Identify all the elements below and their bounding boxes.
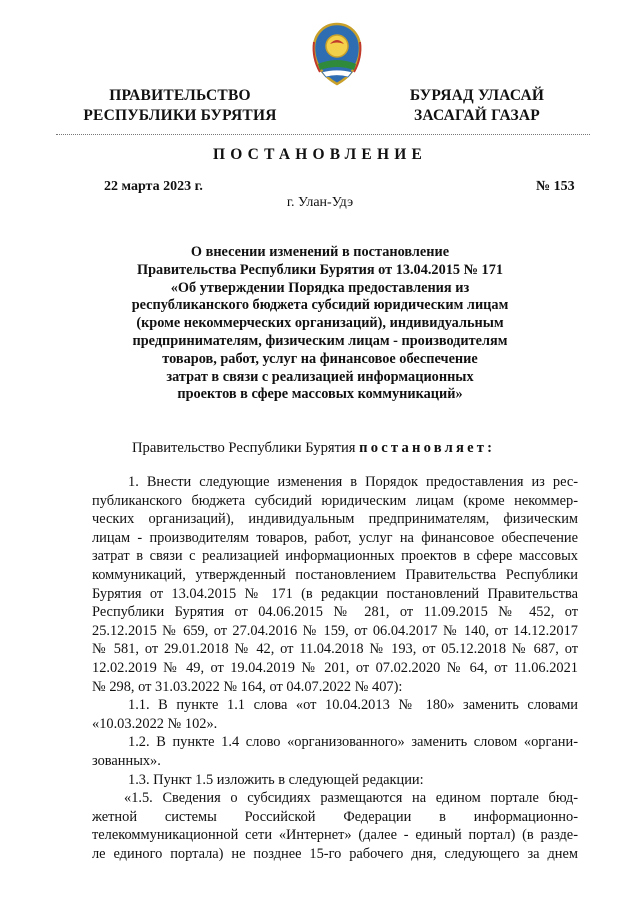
document-date: 22 марта 2023 г.: [104, 179, 203, 194]
body-line: № 581, от 29.01.2018 № 42, от 11.04.2018 № 193, от 05.12.2018 № 687, от: [92, 641, 578, 658]
body-line: ческих организаций), индивидуальным предпринимателям, физическим: [92, 511, 578, 528]
document-title: [90, 244, 550, 404]
body-line: Бурятия от 13.04.2015 № 171 (в редакции постановлений Правительства: [92, 585, 578, 602]
title-line: О внесении изменений в постановление: [190, 244, 450, 260]
body-line: 1.3. Пункт 1.5 изложить в следующей редакции:: [128, 771, 424, 788]
title-line: «Об утверждении Порядка предоставления из: [170, 279, 470, 296]
body-line: 1.1. В пункте 1.1 слова «от 10.04.2013 № 180» заменить словами: [128, 697, 578, 714]
body-line: Республики Бурятия от 04.06.2015 № 281, от 11.09.2015 № 452, от: [92, 604, 578, 621]
title-line: предпринимателям, физическим лицам - производителям: [132, 332, 508, 349]
title-line: республиканского бюджета субсидий юридическим лицам: [131, 297, 509, 314]
header-left: [80, 86, 280, 126]
title-line: товаров, работ, услуг на финансовое обеспечение: [162, 350, 478, 367]
document-body: [92, 473, 578, 863]
body-line: затрат в связи с реализацией информационных проектов в сфере массовых: [92, 548, 578, 565]
body-line: «1.5. Сведения о субсидиях размещаются на едином портале бюд-: [124, 790, 578, 807]
body-line: жетной системы Российской Федерации в информационно-: [92, 808, 578, 825]
body-line: 25.12.2015 № 659, от 27.04.2016 № 159, от 06.04.2017 № 140, от 14.12.2017: [92, 622, 578, 639]
body-line: публиканского бюджета субсидий юридическим лицам (кроме некоммер-: [92, 492, 578, 509]
header-divider: [56, 134, 590, 135]
body-line: 1.2. В пункте 1.4 слово «организованного» заменить словом «органи-: [128, 734, 578, 751]
body-line: зованных».: [92, 752, 161, 769]
body-line: 12.02.2019 № 49, от 19.04.2019 № 201, от 07.02.2020 № 64, от 11.06.2021: [92, 659, 578, 676]
body-line: коммуникаций, утвержденный постановлением Правительства Республики: [92, 566, 578, 583]
header-left-line: РЕСПУБЛИКИ БУРЯТИЯ: [83, 107, 277, 124]
header-right: [392, 86, 562, 126]
body-line: № 298, от 31.03.2022 № 164, от 04.07.2022 № 407):: [92, 678, 403, 695]
header-right-line: БУРЯАД УЛАСАЙ: [409, 87, 545, 104]
coat-of-arms-icon: [310, 22, 364, 86]
title-line: проектов в сфере массовых коммуникаций»: [177, 386, 463, 403]
decree-line: [132, 440, 495, 457]
header-left-line: ПРАВИТЕЛЬСТВО: [109, 87, 251, 104]
decree-prefix: Правительство Республики Бурятия: [132, 440, 356, 456]
title-line: (кроме некоммерческих организаций), индивидуальным: [136, 315, 504, 332]
title-line: Правительства Республики Бурятия от 13.04.2015 № 171: [136, 261, 503, 278]
document-place: г. Улан-Удэ: [286, 195, 354, 210]
title-line: затрат в связи с реализацией информационных: [166, 368, 474, 385]
body-line: ле единого портала) не позднее 15-го рабочего дня, следующего за днем: [92, 845, 578, 862]
body-line: лицам - производителям товаров, работ, услуг на финансовое обеспечение: [92, 529, 578, 546]
document-number: № 153: [536, 179, 575, 194]
body-line: «10.03.2022 № 102».: [92, 715, 218, 732]
decree-word: постановляет:: [359, 440, 496, 456]
document-type: ПОСТАНОВЛЕНИЕ: [212, 146, 428, 163]
header-right-line: ЗАСАГАЙ ГАЗАР: [414, 107, 540, 124]
body-line: 1. Внести следующие изменения в Порядок предоставления из рес-: [128, 474, 578, 490]
body-line: телекоммуникационной сети «Интернет» (далее - единый портал) (в разде-: [92, 827, 578, 844]
